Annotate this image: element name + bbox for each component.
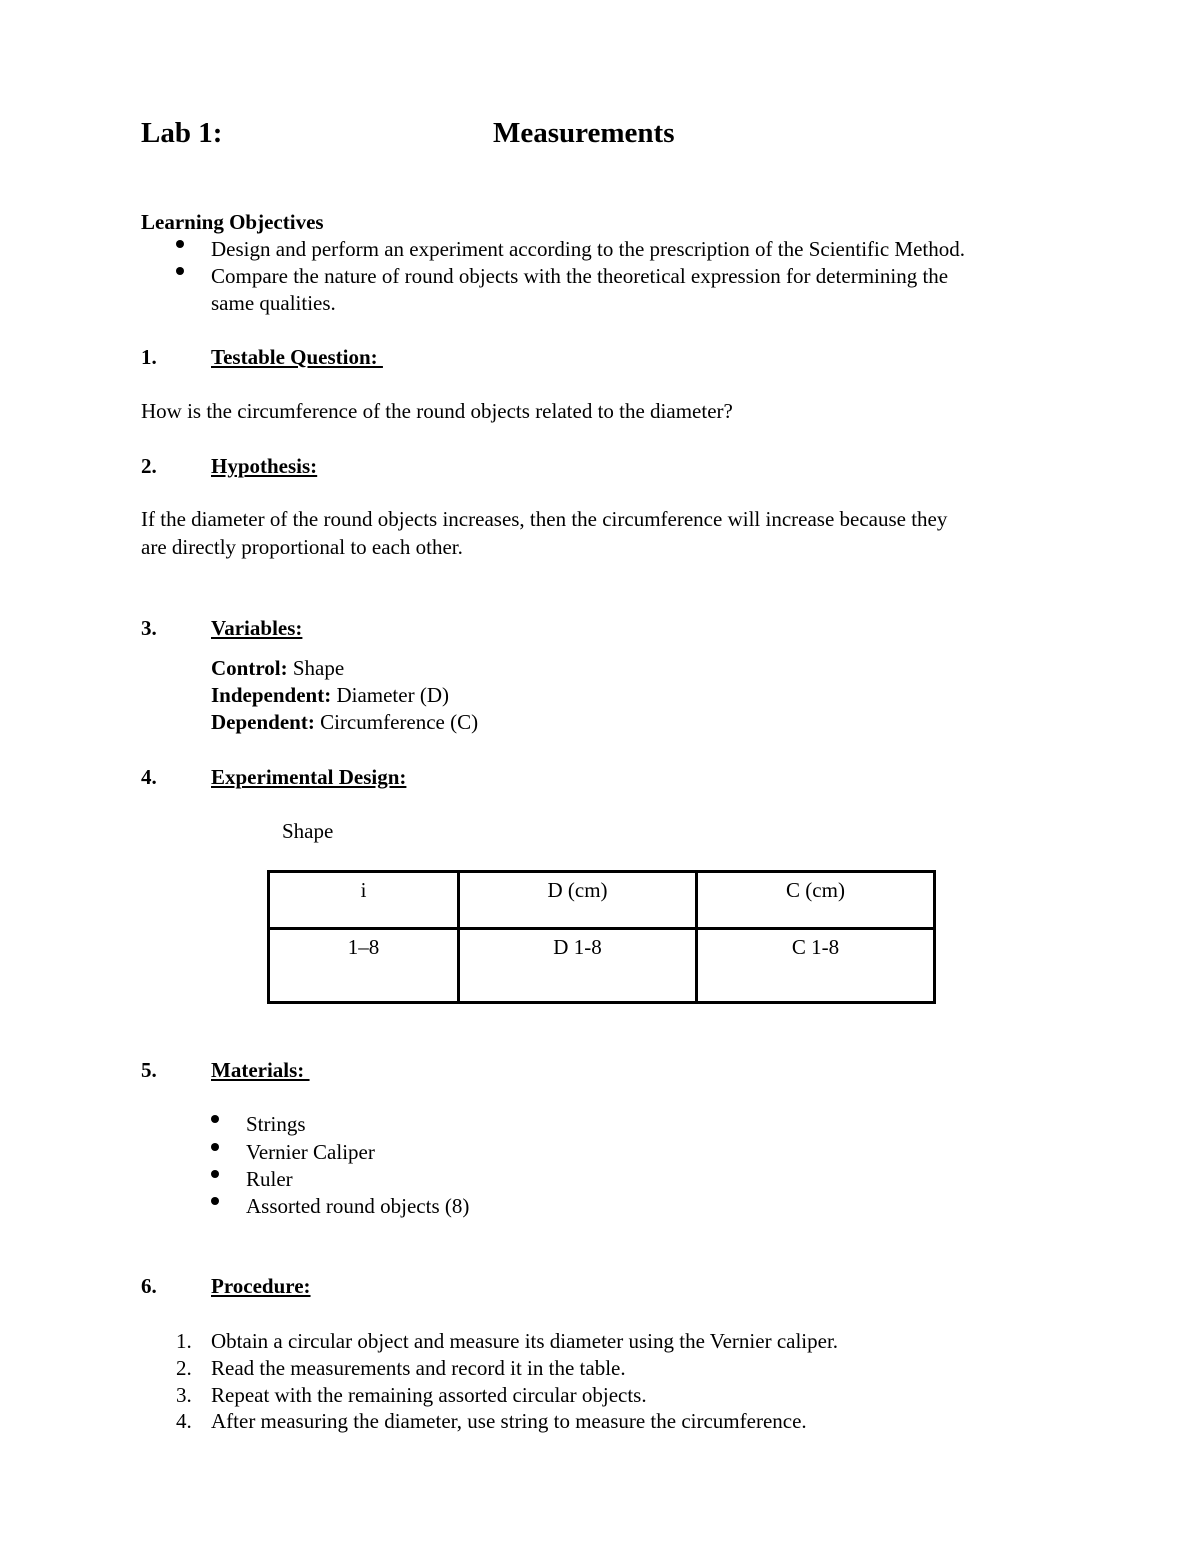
table-header-cell: D (cm) <box>459 872 697 929</box>
section-4-number: 4. <box>141 765 157 789</box>
table-header-cell: i <box>269 872 459 929</box>
material-item: Vernier Caliper <box>246 1140 375 1164</box>
table-cell: D 1-8 <box>459 929 697 1003</box>
section-1-number: 1. <box>141 345 157 369</box>
table-header-row <box>269 872 935 929</box>
variable-independent-label: Independent: <box>211 683 332 707</box>
table-cell: 1–8 <box>269 929 459 1003</box>
variable-control <box>211 655 344 682</box>
procedure-step-text: Read the measurements and record it in the table. <box>211 1356 626 1380</box>
procedure-step-text: Obtain a circular object and measure its diameter using the Vernier caliper. <box>211 1329 839 1353</box>
objective-item-2: Compare the nature of round objects with the theoretical expression for determining the <box>211 264 949 288</box>
section-5-number: 5. <box>141 1058 157 1082</box>
hypothesis-line-1: If the diameter of the round objects increases, then the circumference will increase because they <box>141 507 948 531</box>
section-1-text: How is the circumference of the round objects related to the diameter? <box>141 399 733 423</box>
procedure-step-text: Repeat with the remaining assorted circular objects. <box>211 1383 647 1407</box>
variable-dependent-value: Circumference (C) <box>314 710 479 734</box>
section-1-heading: Testable Question: <box>211 345 383 369</box>
section-2-heading: Hypothesis: <box>211 454 318 478</box>
objectives-heading: Learning Objectives <box>141 210 324 234</box>
table-header-cell: C (cm) <box>697 872 935 929</box>
material-item: Strings <box>246 1112 306 1136</box>
material-item: Assorted round objects (8) <box>246 1194 470 1218</box>
procedure-step-number: 4. <box>176 1409 192 1433</box>
procedure-step-number: 1. <box>176 1329 192 1353</box>
section-6-number: 6. <box>141 1274 157 1298</box>
hypothesis-line-2: are directly proportional to each other. <box>141 535 463 559</box>
section-2-number: 2. <box>141 454 157 478</box>
variable-control-label: Control: <box>211 656 288 680</box>
section-3-number: 3. <box>141 616 157 640</box>
table-cell: C 1-8 <box>697 929 935 1003</box>
lab-label: Lab 1: <box>141 117 223 149</box>
objective-item-2-cont: same qualities. <box>211 291 336 315</box>
variable-independent <box>211 682 449 709</box>
section-3-heading: Variables: <box>211 616 303 640</box>
variable-dependent-label: Dependent: <box>211 710 315 734</box>
variable-control-value: Shape <box>287 656 345 680</box>
variable-dependent <box>211 709 478 736</box>
design-table <box>267 870 936 1004</box>
section-6-heading: Procedure: <box>211 1274 311 1298</box>
material-item: Ruler <box>246 1167 293 1191</box>
table-row <box>269 929 935 1003</box>
section-4-heading: Experimental Design: <box>211 765 407 789</box>
section-5-heading: Materials: <box>211 1058 310 1082</box>
table-caption: Shape <box>282 819 334 843</box>
procedure-step-number: 3. <box>176 1383 192 1407</box>
variable-independent-value: Diameter (D) <box>331 683 449 707</box>
procedure-step-number: 2. <box>176 1356 192 1380</box>
objective-item-1: Design and perform an experiment according to the prescription of the Scientific Method. <box>211 237 966 261</box>
page-title: Measurements <box>493 117 675 149</box>
procedure-step-text: After measuring the diameter, use string to measure the circumference. <box>211 1409 807 1433</box>
